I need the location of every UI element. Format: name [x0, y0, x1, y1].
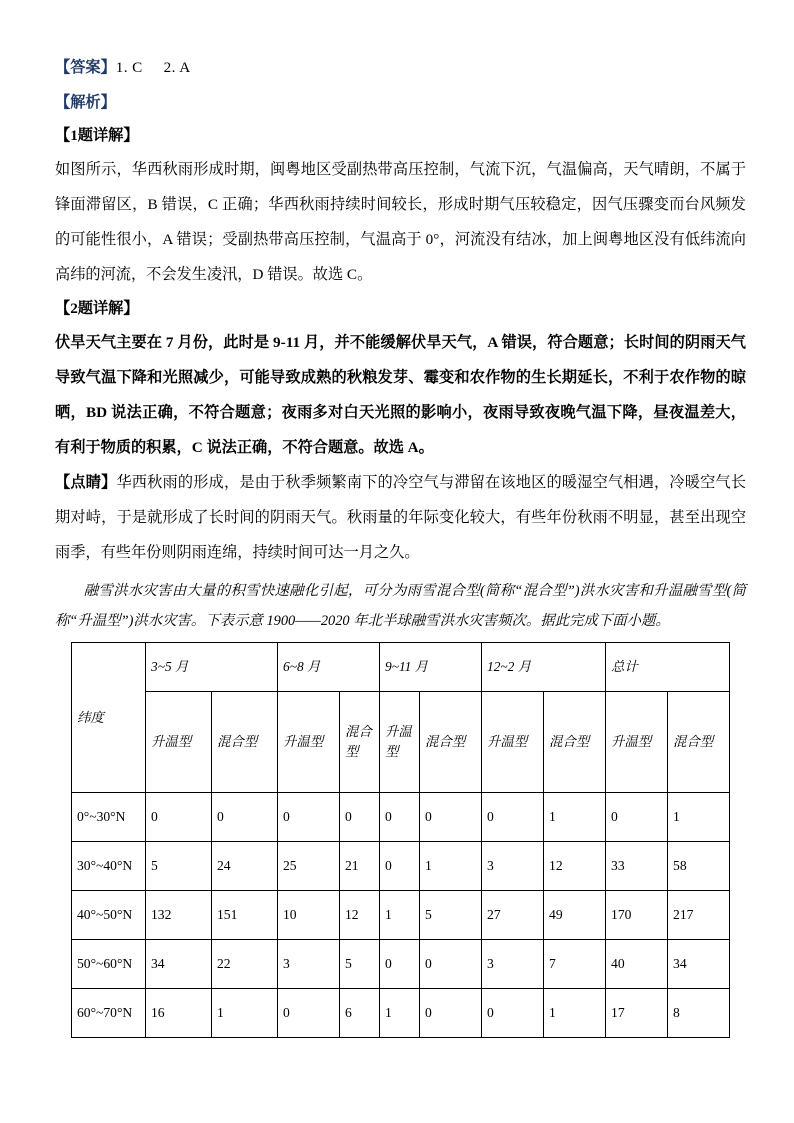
question-2-body-text: 伏旱天气主要在 7 月份，此时是 9-11 月，并不能缓解伏旱天气，A 错误，符合题意；长时间的阴雨天气导致气温下降和光照减少，可能导致成熟的秋粮发芽、霉变和农作物的生长期延长，不利于农作物的晾晒，BD 说法正确，不符合题意；夜雨多对白天光照的影响小，夜雨导致夜晚气温下降，昼夜温差大，有利于物质的积累，C 说法正确，不符合题意。故选 A。	[55, 334, 746, 456]
table-cell: 0	[380, 940, 420, 989]
table-intro-paragraph: 融雪洪水灾害由大量的积雪快速融化引起，可分为雨雪混合型(简称“混合型”)洪水灾害和升温融雪型(简称“升温型”)洪水灾害。下表示意 1900——2020 年北半球融雪洪水灾害频次。据此完成下面小题。	[55, 583, 746, 629]
table-cell: 22	[212, 940, 278, 989]
table-row	[72, 940, 730, 989]
table-sub-header-8: 升温型	[606, 692, 668, 793]
table-cell: 0	[482, 793, 544, 842]
table-cell: 3	[278, 940, 340, 989]
table-cell: 0	[380, 842, 420, 891]
table-group-header-row	[72, 643, 730, 692]
table-cell: 151	[212, 891, 278, 940]
table-cell: 170	[606, 891, 668, 940]
table-sub-header-3: 混合型	[340, 692, 380, 793]
frequency-table	[71, 642, 730, 1038]
table-cell: 132	[146, 891, 212, 940]
table-group-header-2: 9~11 月	[380, 643, 482, 692]
table-group-header-4: 总计	[606, 643, 730, 692]
table-body	[72, 793, 730, 1038]
table-sub-header-0: 升温型	[146, 692, 212, 793]
question-1-heading: 【1题详解】	[55, 127, 139, 144]
table-sub-header-row	[72, 692, 730, 793]
table-cell: 3	[482, 842, 544, 891]
table-cell: 49	[544, 891, 606, 940]
table-cell: 10	[278, 891, 340, 940]
table-row	[72, 842, 730, 891]
table-cell: 8	[668, 989, 730, 1038]
answer-values: 1. C 2. A	[115, 59, 191, 76]
table-cell: 1	[380, 989, 420, 1038]
table-cell: 1	[380, 891, 420, 940]
table-row-latitude: 30°~40°N	[72, 842, 146, 891]
table-cell: 40	[606, 940, 668, 989]
table-cell: 0	[278, 989, 340, 1038]
question-1-body: 如图所示，华西秋雨形成时期，闽粤地区受副热带高压控制，气流下沉，气温偏高，天气晴朗，不属于锋面滞留区，B 错误，C 正确；华西秋雨持续时间较长，形成时期气压较稳定，因气压骤变而台风频发的可能性很小，A 错误；受副热带高压控制，气温高于 0°，河流没有结冰，加上闽粤地区没有低纬流向高纬的河流，不会发生凌汛，D 错误。故选 C。	[55, 161, 746, 283]
answer-line	[55, 52, 746, 84]
table-cell: 0	[278, 793, 340, 842]
table-corner-latitude-header: 纬度	[72, 643, 146, 793]
table-cell: 0	[340, 793, 380, 842]
table-cell: 5	[420, 891, 482, 940]
table-cell: 27	[482, 891, 544, 940]
table-cell: 34	[146, 940, 212, 989]
table-cell: 12	[544, 842, 606, 891]
table-group-header-1: 6~8 月	[278, 643, 380, 692]
table-sub-header-6: 升温型	[482, 692, 544, 793]
table-cell: 58	[668, 842, 730, 891]
table-group-header-0: 3~5 月	[146, 643, 278, 692]
analysis-heading: 【解析】	[55, 94, 116, 111]
table-row	[72, 793, 730, 842]
table-group-header-3: 12~2 月	[482, 643, 606, 692]
table-row-latitude: 60°~70°N	[72, 989, 146, 1038]
table-cell: 1	[212, 989, 278, 1038]
question-2-heading: 【2题详解】	[55, 300, 139, 317]
table-row	[72, 989, 730, 1038]
table-cell: 0	[420, 989, 482, 1038]
table-cell: 24	[212, 842, 278, 891]
table-cell: 25	[278, 842, 340, 891]
table-head	[72, 643, 730, 793]
table-cell: 1	[544, 793, 606, 842]
answer-tag: 【答案】	[55, 59, 116, 76]
table-cell: 0	[380, 793, 420, 842]
table-cell: 3	[482, 940, 544, 989]
table-row-latitude: 0°~30°N	[72, 793, 146, 842]
table-cell: 1	[544, 989, 606, 1038]
table-sub-header-4: 升温型	[380, 692, 420, 793]
frequency-table-wrapper	[71, 642, 714, 1038]
table-cell: 0	[420, 940, 482, 989]
table-cell: 0	[420, 793, 482, 842]
table-cell: 5	[146, 842, 212, 891]
table-cell: 34	[668, 940, 730, 989]
table-cell: 12	[340, 891, 380, 940]
table-cell: 0	[212, 793, 278, 842]
table-sub-header-9: 混合型	[668, 692, 730, 793]
table-cell: 5	[340, 940, 380, 989]
table-cell: 217	[668, 891, 730, 940]
table-cell: 1	[668, 793, 730, 842]
table-row-latitude: 50°~60°N	[72, 940, 146, 989]
tip-tag: 【点睛】	[55, 474, 117, 491]
table-cell: 16	[146, 989, 212, 1038]
table-cell: 6	[340, 989, 380, 1038]
table-sub-header-5: 混合型	[420, 692, 482, 793]
table-cell: 0	[606, 793, 668, 842]
question-2-body	[55, 325, 746, 465]
table-cell: 21	[340, 842, 380, 891]
tip-paragraph	[55, 465, 746, 570]
table-cell: 7	[544, 940, 606, 989]
table-row	[72, 891, 730, 940]
table-sub-header-1: 混合型	[212, 692, 278, 793]
table-sub-header-2: 升温型	[278, 692, 340, 793]
table-cell: 0	[146, 793, 212, 842]
table-cell: 33	[606, 842, 668, 891]
table-row-latitude: 40°~50°N	[72, 891, 146, 940]
table-cell: 1	[420, 842, 482, 891]
table-cell: 17	[606, 989, 668, 1038]
table-cell: 0	[482, 989, 544, 1038]
table-sub-header-7: 混合型	[544, 692, 606, 793]
tip-body: 华西秋雨的形成，是由于秋季频繁南下的冷空气与滞留在该地区的暖湿空气相遇，冷暖空气长期对峙，于是就形成了长时间的阴雨天气。秋雨量的年际变化较大，有些年份秋雨不明显，甚至出现空雨季，有些年份则阴雨连绵，持续时间可达一月之久。	[55, 474, 746, 561]
